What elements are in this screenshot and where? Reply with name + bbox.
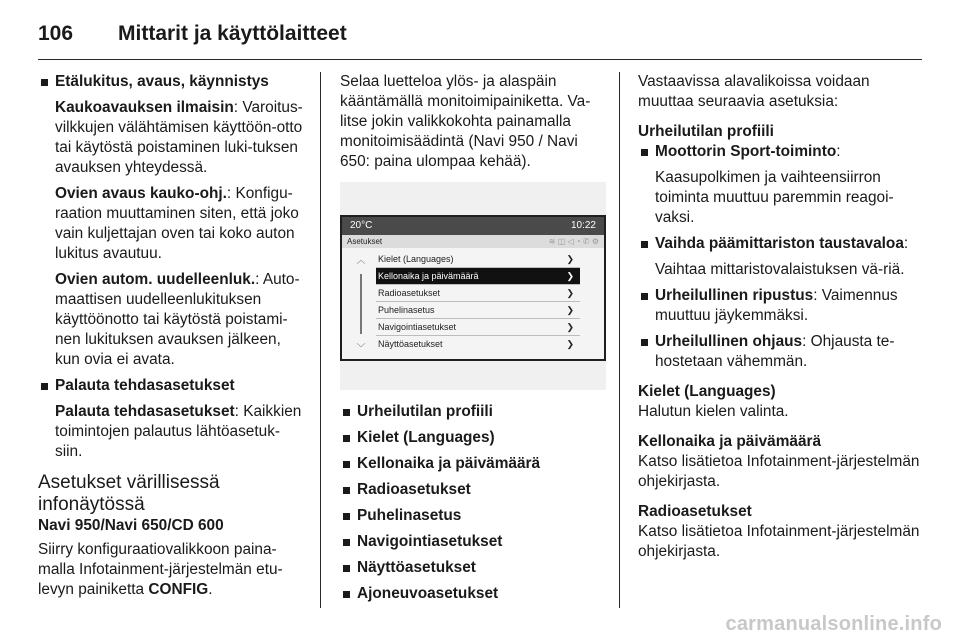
screen-menu-item: Radioasetukset ❯ bbox=[376, 285, 580, 302]
para-text: Siirry konfiguraatiovalikkoon paina-malla Infotainment-järjestelmän etu-levyn painiketta bbox=[38, 541, 283, 598]
settings-screenshot bbox=[340, 182, 606, 390]
bullet-item: Puhelinasetus bbox=[340, 506, 606, 526]
screen-time: 10:22 bbox=[570, 220, 596, 231]
column-1 bbox=[38, 72, 304, 600]
chevron-right-icon: ❯ bbox=[566, 339, 574, 349]
bullet-item: Kielet (Languages) bbox=[340, 428, 606, 448]
bullet-remote-locking: Etälukitus, avaus, käynnistys bbox=[38, 72, 304, 92]
chevron-right-icon: ❯ bbox=[566, 254, 574, 264]
screen-title-bar bbox=[342, 235, 604, 248]
bullet-item: Ajoneuvoasetukset bbox=[340, 584, 606, 604]
header-rule bbox=[38, 59, 922, 60]
screen-status-icons: ≋ ◫ ◁ ◔ ✆ ⚙ bbox=[548, 236, 599, 246]
scroll-bar bbox=[360, 274, 362, 334]
column-3 bbox=[638, 72, 926, 572]
bullet-item: Urheilutilan profiili bbox=[340, 402, 606, 422]
section-title: Kielet (Languages) bbox=[638, 383, 776, 400]
infotainment-screen bbox=[340, 215, 606, 361]
screen-menu-title: Asetukset bbox=[347, 236, 383, 246]
section-heading: Asetukset värillisessä infonäytössä bbox=[38, 472, 220, 515]
column-divider-2 bbox=[619, 72, 620, 608]
section-text: Katso lisätietoa Infotainment-järjestelmän ohjekirjasta. bbox=[638, 453, 920, 490]
screen-scroll-rail bbox=[354, 250, 368, 355]
bullet-item: Navigointiasetukset bbox=[340, 532, 606, 552]
screen-menu-item-selected: Kellonaika ja päivämäärä ❯ bbox=[376, 268, 580, 285]
bullet-item: Kellonaika ja päivämäärä bbox=[340, 454, 606, 474]
chevron-right-icon: ❯ bbox=[566, 271, 574, 281]
bullet-item: Näyttöasetukset bbox=[340, 558, 606, 578]
item-label: Ovien avaus kauko-ohj. bbox=[55, 185, 227, 202]
item-remote-door-unlock bbox=[38, 184, 304, 264]
section-title: Radioasetukset bbox=[638, 503, 752, 520]
config-paragraph bbox=[38, 540, 304, 600]
page-header bbox=[38, 14, 347, 54]
para-end: . bbox=[208, 581, 213, 598]
bullet-factory-reset: Palauta tehdasasetukset bbox=[38, 376, 304, 396]
page-title: Mittarit ja käyttölaitteet bbox=[118, 22, 347, 45]
section-text: Halutun kielen valinta. bbox=[638, 403, 789, 420]
chevron-right-icon: ❯ bbox=[566, 305, 574, 315]
page-number: 106 bbox=[38, 22, 74, 45]
screen-menu-item: Kielet (Languages) ❯ bbox=[376, 251, 580, 268]
bullet-sport-suspension: Urheilullinen ripustus: Vaimennus muuttuu jäykemmäksi. bbox=[638, 286, 926, 326]
bullet-text: Vaihtaa mittaristovalaistuksen vä-riä. bbox=[655, 261, 905, 278]
config-button-name: CONFIG bbox=[148, 581, 209, 598]
item-label: Ovien autom. uudelleenluk. bbox=[55, 271, 256, 288]
chevron-right-icon: ❯ bbox=[566, 288, 574, 298]
screen-menu-list bbox=[376, 251, 580, 352]
watermark: carmanualsonline.info bbox=[725, 613, 942, 635]
screen-temperature: 20°C bbox=[350, 220, 373, 231]
bullet-backlight: Vaihda päämittariston taustavaloa: bbox=[638, 234, 926, 254]
screen-menu-item: Puhelinasetus ❯ bbox=[376, 302, 580, 319]
item-factory-reset bbox=[38, 402, 304, 462]
scroll-down-icon: ﹀ bbox=[356, 343, 366, 353]
section-title: Urheilutilan profiili bbox=[638, 123, 774, 140]
section-text: Katso lisätietoa Infotainment-järjestelmän ohjekirjasta. bbox=[638, 523, 920, 560]
item-text: : Kaikkien toimintojen palautus lähtöasetuk-siin. bbox=[55, 403, 302, 460]
item-auto-relock bbox=[38, 270, 304, 370]
chevron-right-icon: ❯ bbox=[566, 322, 574, 332]
scroll-up-icon: ︿ bbox=[356, 255, 366, 265]
item-remote-unlock-indicator bbox=[38, 98, 304, 178]
bullet-sport-engine: Moottorin Sport-toiminto: bbox=[638, 142, 926, 162]
intro-paragraph: Vastaavissa alavalikoissa voidaan muuttaa seuraavia asetuksia: bbox=[638, 73, 870, 110]
item-text: : Konfigu-raation muuttaminen siten, että joko vain kuljettajan oven tai koko auton lukitus avautuu. bbox=[55, 185, 299, 262]
intro-paragraph: Selaa luetteloa ylös- ja alaspäin kääntämällä monitoimipainiketta. Va-litse jokin valikkokohta painamalla monitoimisäädintä (Navi 950 / Navi 650: paina ulompaa kehää). bbox=[340, 73, 591, 170]
item-label: Palauta tehdasasetukset bbox=[55, 403, 235, 420]
screen-body bbox=[342, 248, 604, 359]
item-label: Kaukoavauksen ilmaisin bbox=[55, 99, 234, 116]
column-divider-1 bbox=[320, 72, 321, 608]
bullet-sport-steering: Urheilullinen ohjaus: Ohjausta te-hostetaan vähemmän. bbox=[638, 332, 926, 372]
section-title: Kellonaika ja päivämäärä bbox=[638, 433, 822, 450]
bullet-item: Radioasetukset bbox=[340, 480, 606, 500]
bullet-text: Kaasupolkimen ja vaihteensiirron toiminta muuttuu paremmin reagoi-vaksi. bbox=[655, 169, 894, 226]
column-2 bbox=[340, 72, 606, 610]
section-subheading: Navi 950/Navi 650/CD 600 bbox=[38, 517, 224, 534]
item-text: : Varoitus-vilkkujen välähtämisen käyttöön-otto tai käytöstä poistaminen luki-tuksen avauksen yhteydessä. bbox=[55, 99, 303, 176]
item-text: : Auto-maattisen uudelleenlukituksen käyttöönotto tai käytöstä poistami-nen lukituksen avauksen jälkeen, kun ovia ei avata. bbox=[55, 271, 300, 368]
screen-menu-item: Näyttöasetukset ❯ bbox=[376, 336, 580, 352]
screen-menu-item: Navigointiasetukset ❯ bbox=[376, 319, 580, 336]
